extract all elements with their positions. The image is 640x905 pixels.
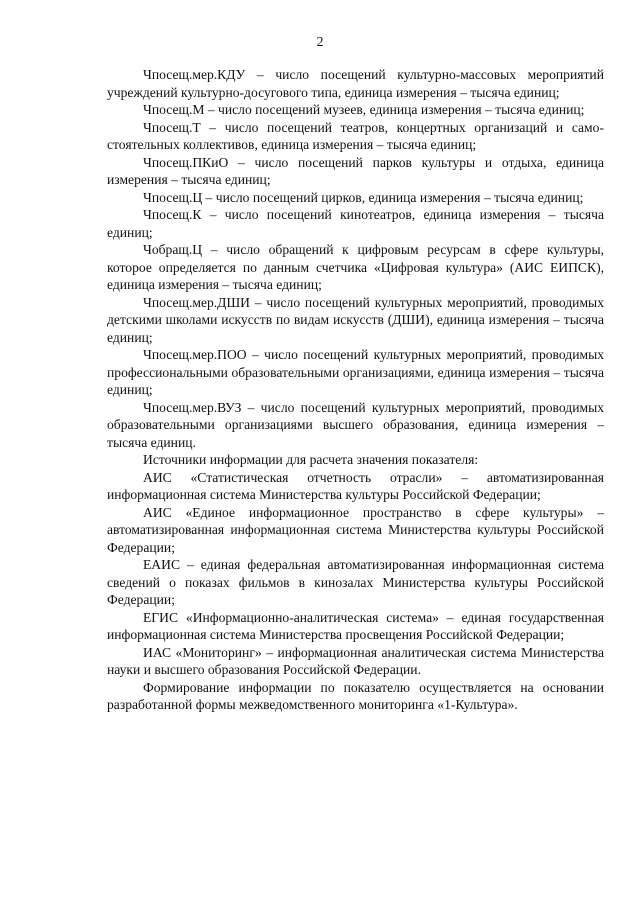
paragraph-data-formation: Формирование информации по показателю осуществляется на основании разработанной формы межведомственного мониторинга «1-Культура». xyxy=(107,679,604,712)
paragraph-indicator-museums: Чпосещ.М – число посещений музеев, единица измерения – тысяча единиц; xyxy=(143,102,585,117)
document-body xyxy=(107,66,604,714)
paragraph-source-statistics: АИС «Статистическая отчетность отрасли» – автоматизированная информационная система Министерства культуры Российской Федерации; xyxy=(107,469,604,502)
page-number: 2 xyxy=(316,35,324,50)
paragraph-indicator-kdu: Чпосещ.мер.КДУ – число посещений культурно-массовых мероприятий учреждений культурно-досугового типа, единица измерения – тысяча единиц; xyxy=(107,67,604,100)
paragraph-indicator-vocational: Чпосещ.мер.ПОО – число посещений культурных мероприятий, проводимых профессиональными образовательными организациями, единица измерения – тысяча единиц; xyxy=(107,347,604,397)
paragraph-source-monitoring: ИАС «Мониторинг» – информационная аналитическая система Министерства науки и высшего образования Российской Федерации. xyxy=(107,644,604,677)
paragraph-sources-heading: Источники информации для расчета значения показателя: xyxy=(143,452,479,467)
paragraph-source-egis: ЕГИС «Информационно-аналитическая система» – единая государственная информационная система Министерства просвещения Российской Федерации; xyxy=(107,609,604,642)
paragraph-indicator-universities: Чпосещ.мер.ВУЗ – число посещений культурных мероприятий, проводимых образовательными организациями высшего образования, единица измерения – тысяча единиц. xyxy=(107,399,604,450)
paragraph-indicator-cinemas: Чпосещ.К – число посещений кинотеатров, единица измерения – тысяча единиц; xyxy=(107,207,604,240)
paragraph-indicator-theatres: Чпосещ.Т – число посещений театров, концертных организаций и самостоятельных коллективов, единица измерения – тысяча единиц; xyxy=(107,119,604,152)
paragraph-indicator-art-schools: Чпосещ.мер.ДШИ – число посещений культурных мероприятий, проводимых детскими школами искусств по видам искусств (ДШИ), единица измерения – тысяча единиц; xyxy=(107,294,604,345)
paragraph-indicator-digital-resources: Чобращ.Ц – число обращений к цифровым ресурсам в сфере культуры, которое определяется по данным счетчика «Цифровая культура» (АИС ЕИПСК), единица измерения – тысяча единиц; xyxy=(107,242,604,292)
paragraph-indicator-parks: Чпосещ.ПКиО – число посещений парков культуры и отдыха, единица измерения – тысяча единиц; xyxy=(107,154,604,187)
paragraph-indicator-circuses: Чпосещ.Ц – число посещений цирков, единица измерения – тысяча единиц; xyxy=(143,189,584,205)
paragraph-source-eipsk: АИС «Единое информационное пространство в сфере культуры» – автоматизированная информационная система Министерства культуры Российской Федерации; xyxy=(107,504,604,555)
paragraph-source-eais: ЕАИС – единая федеральная автоматизированная информационная система сведений о показах фильмов в кинозалах Министерства культуры Российской Федерации; xyxy=(107,557,604,607)
